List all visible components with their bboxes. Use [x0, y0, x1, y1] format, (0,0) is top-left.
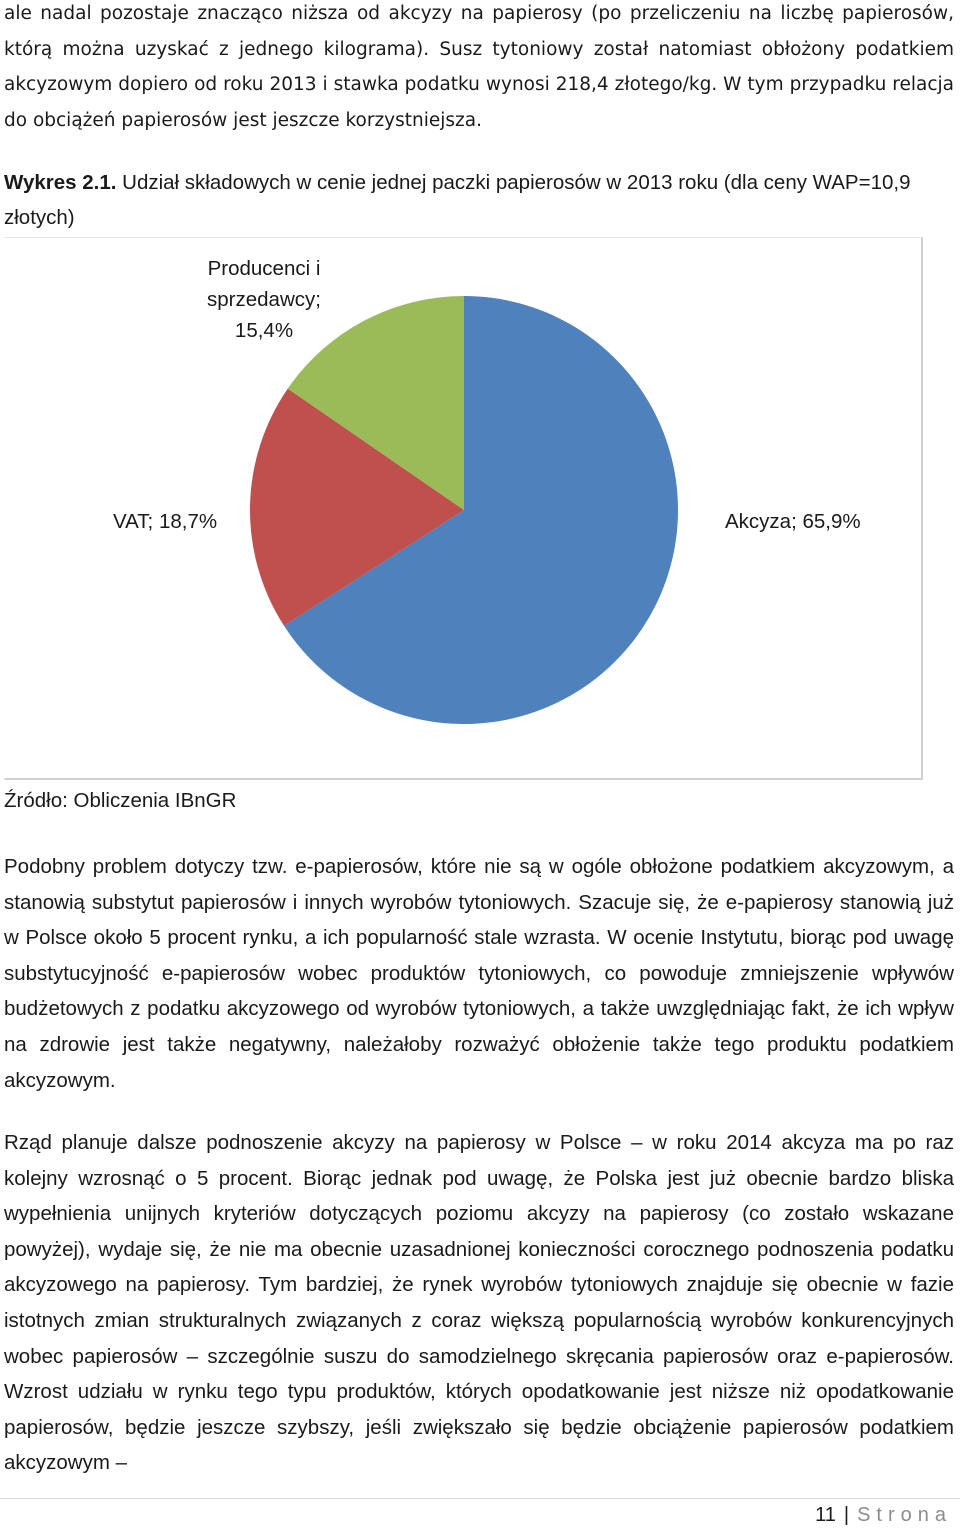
footer-separator: |: [843, 1504, 850, 1526]
page-number: 11: [815, 1504, 836, 1526]
footer-divider: [0, 1498, 960, 1499]
slice-label-producenci-line3: 15,4%: [234, 319, 294, 342]
slice-label-akcyza: Akcyza; 65,9%: [725, 510, 861, 533]
slice-label-producenci-line1: Producenci i: [207, 257, 321, 280]
slice-label-vat: VAT; 18,7%: [113, 510, 218, 533]
figure-label: Wykres 2.1.: [4, 171, 117, 194]
footer-word: Strona: [857, 1504, 952, 1526]
paragraph-akcyza-plan: Rząd planuje dalsze podnoszenie akcyzy na papierosy w Polsce – w roku 2014 akcyza ma po raz kolejny wzrosnąć o 5 procent. Biorąc jednak pod uwagę, że Polska jest już obecnie bardzo bliska wypełnienia unijnych kryteriów dotyczących poziomu akcyzy na papierosy (co zostało wskazane powyżej), wydaje się, że nie ma obecnie uzasadnionej konieczności corocznego podnoszenia podatku akcyzowego na papierosy. Tym bardziej, że rynek wyrobów tytoniowych znajduje się obecnie w fazie istotnych zmian strukturalnych związanych z coraz większą popularnością wyrobów konkurencyjnych wobec papierosów – szczególnie suszu do samodzielnego skręcania papierosów oraz e-papierosów. Wzrost udziału w rynku tego typu produktów, których opodatkowanie jest niższe niż opodatkowanie papierosów, będzie jeszcze szybszy, jeśli zwiększało się będzie obciążenie papierosów podatkiem akcyzowym –: [4, 1131, 954, 1475]
figure-caption-text: Udział składowych w cenie jednej paczki papierosów w 2013 roku (dla ceny WAP=10,9 złotych): [4, 171, 911, 229]
slice-label-producenci-line2: sprzedawcy;: [207, 288, 321, 311]
page-footer: [815, 1500, 952, 1530]
top-paragraph: ale nadal pozostaje znacząco niższa od akcyzy na papierosy (po przeliczeniu na liczbę papierosów, którą można uzyskać z jednego kilograma). Susz tytoniowy został natomiast obłożony podatkiem akcyzowym dopiero od roku 2013 i stawka podatku wynosi 218,4 złotego/kg. W tym przypadku relacja do obciążeń papierosów jest jeszcze korzystniejsza.: [4, 3, 954, 131]
paragraph-e-papierosy: Podobny problem dotyczy tzw. e-papierosów, które nie są w ogóle obłożone podatkiem akcyzowym, a stanowią substytut papierosów i innych wyrobów tytoniowych. Szacuje się, że e-papierosy stanowią już w Polsce około 5 procent rynku, a ich popularność stale wzrasta. W ocenie Instytutu, biorąc pod uwagę substytucyjność e-papierosów wobec produktów tytoniowych, co powoduje zmniejszenie wpływów budżetowych z podatku akcyzowego od wyrobów tytoniowych, a także uwzględniając fakt, że ich wpływ na zdrowie jest także negatywny, należałoby rozważyć obłożenie także tego produktu podatkiem akcyzowym.: [4, 855, 954, 1092]
pie-slices: [250, 296, 678, 724]
figure-source: Źródło: Obliczenia IBnGR: [4, 789, 237, 812]
